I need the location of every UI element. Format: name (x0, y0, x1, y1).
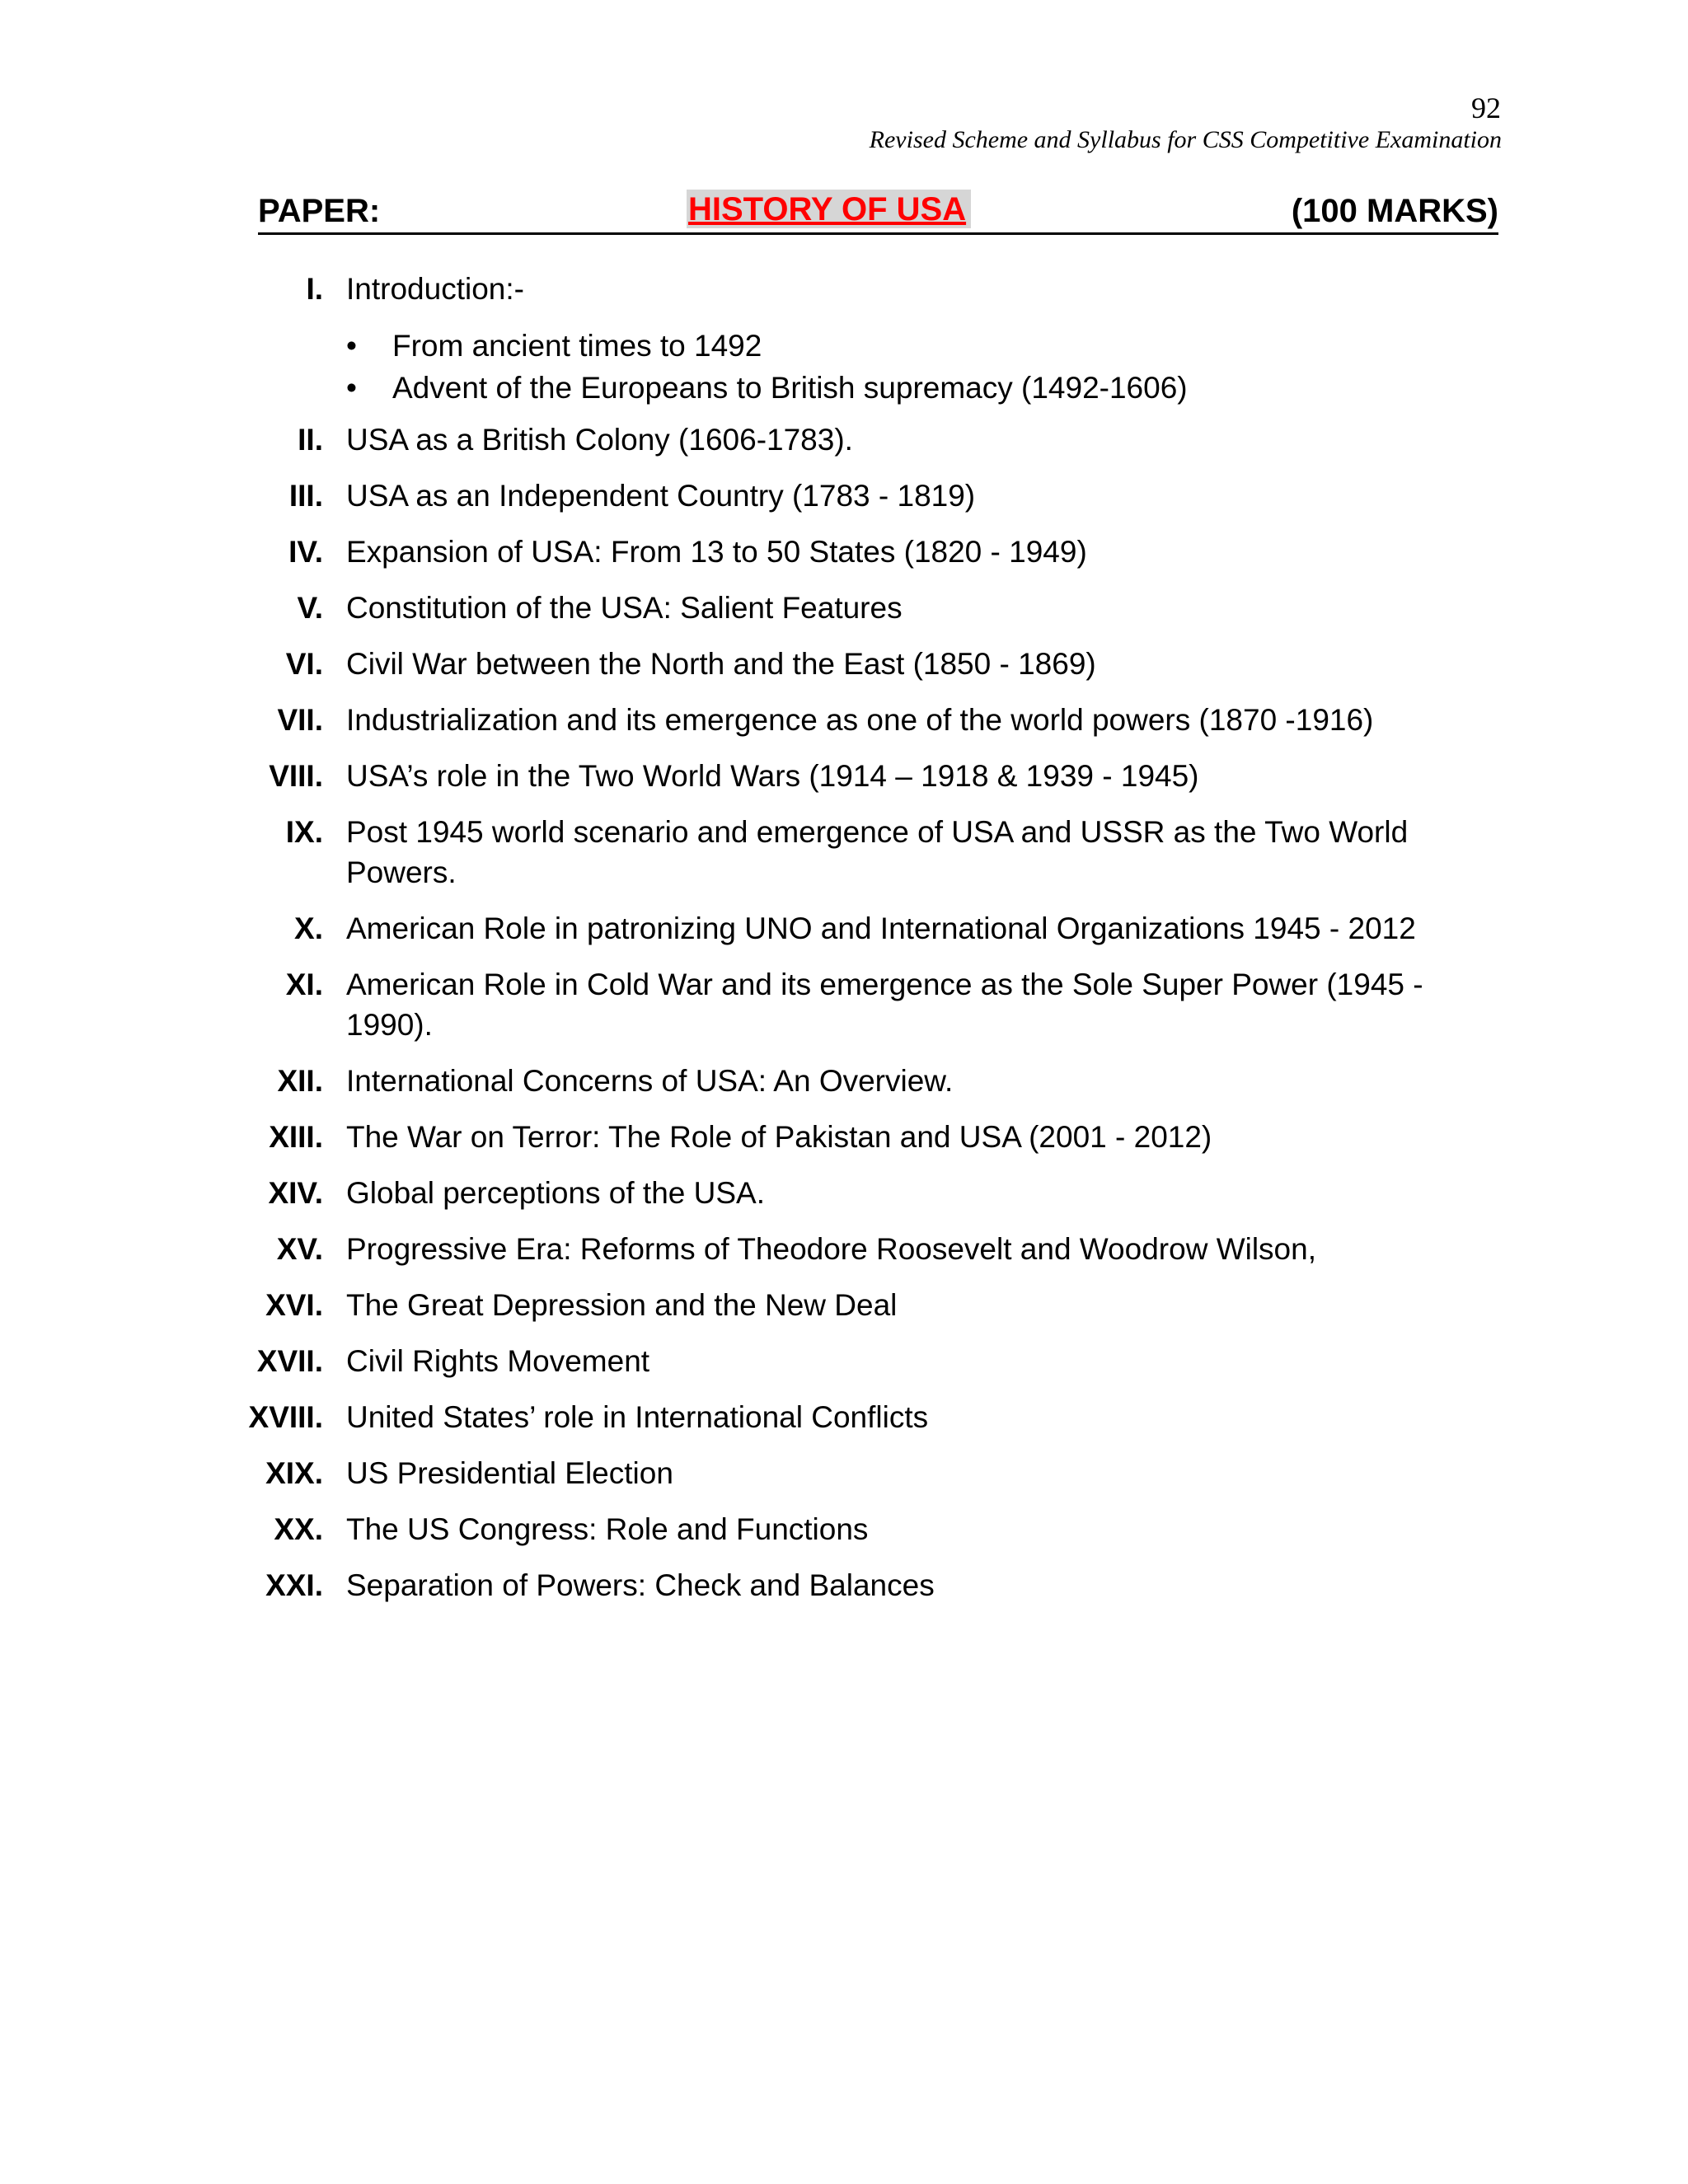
item-text: Expansion of USA: From 13 to 50 States (1820 - 1949) (346, 535, 1087, 569)
paper-subject: HISTORY OF USA (687, 190, 971, 228)
item-numeral: XV. (276, 1232, 323, 1266)
item-numeral: III. (288, 479, 323, 513)
item-text: United States’ role in International Conflicts (346, 1400, 929, 1434)
item-numeral: I. (306, 272, 323, 306)
item-text: Constitution of the USA: Salient Features (346, 591, 903, 625)
item-text: Introduction:- (346, 272, 524, 306)
page-number: 92 (1471, 91, 1501, 124)
item-numeral: VIII. (269, 759, 323, 793)
item-numeral: IX. (285, 815, 323, 849)
item-numeral: XIII. (269, 1120, 323, 1154)
item-text: American Role in patronizing UNO and International Organizations 1945 - 2012 (346, 912, 1416, 945)
item-numeral: XXI. (265, 1568, 323, 1602)
item-text: American Role in Cold War and its emergence as the Sole Super Power (1945 - 1990). (346, 968, 1423, 1042)
item-text: Industrialization and its emergence as one of the world powers (1870 -1916) (346, 703, 1374, 737)
item-text: Separation of Powers: Check and Balances (346, 1568, 935, 1602)
item-numeral: VI. (285, 647, 323, 681)
running-header: Revised Scheme and Syllabus for CSS Competitive Examination (869, 126, 1502, 153)
item-text: USA as an Independent Country (1783 - 1819) (346, 479, 976, 513)
item-text: US Presidential Election (346, 1456, 673, 1490)
item-numeral: XIX. (265, 1456, 323, 1490)
item-numeral: VII. (277, 703, 323, 737)
item-numeral: XVIII. (248, 1400, 323, 1434)
item-numeral: V. (297, 591, 323, 625)
bullet-text: Advent of the Europeans to British supremacy (1492-1606) (392, 371, 1188, 405)
item-text: The War on Terror: The Role of Pakistan and USA (2001 - 2012) (346, 1120, 1212, 1154)
item-numeral: XVII. (256, 1344, 323, 1378)
bullet-icon: • (346, 329, 357, 363)
item-numeral: XII. (277, 1064, 323, 1098)
item-numeral: XX. (274, 1512, 323, 1546)
paper-marks: (100 MARKS) (1291, 193, 1498, 229)
item-text: Global perceptions of the USA. (346, 1176, 766, 1210)
item-text: The US Congress: Role and Functions (346, 1512, 869, 1546)
item-numeral: IV. (288, 535, 323, 569)
item-numeral: XVI. (265, 1288, 323, 1322)
item-text: Progressive Era: Reforms of Theodore Roosevelt and Woodrow Wilson, (346, 1232, 1316, 1266)
item-text: USA as a British Colony (1606-1783). (346, 423, 853, 457)
item-text: Post 1945 world scenario and emergence of USA and USSR as the Two World Powers. (346, 815, 1409, 889)
item-text: Civil War between the North and the East (1850 - 1869) (346, 647, 1096, 681)
item-text: Civil Rights Movement (346, 1344, 650, 1378)
item-text: USA’s role in the Two World Wars (1914 – 1918 & 1939 - 1945) (346, 759, 1199, 793)
item-text: International Concerns of USA: An Overview. (346, 1064, 954, 1098)
bullet-text: From ancient times to 1492 (392, 329, 762, 363)
item-numeral: XI. (285, 968, 323, 1001)
paper-label: PAPER: (258, 193, 381, 229)
item-numeral: II. (298, 423, 323, 457)
item-numeral: XIV. (268, 1176, 323, 1210)
item-numeral: X. (294, 912, 323, 945)
bullet-icon: • (346, 371, 357, 405)
paper-title-row (258, 190, 1498, 235)
item-text: The Great Depression and the New Deal (346, 1288, 898, 1322)
